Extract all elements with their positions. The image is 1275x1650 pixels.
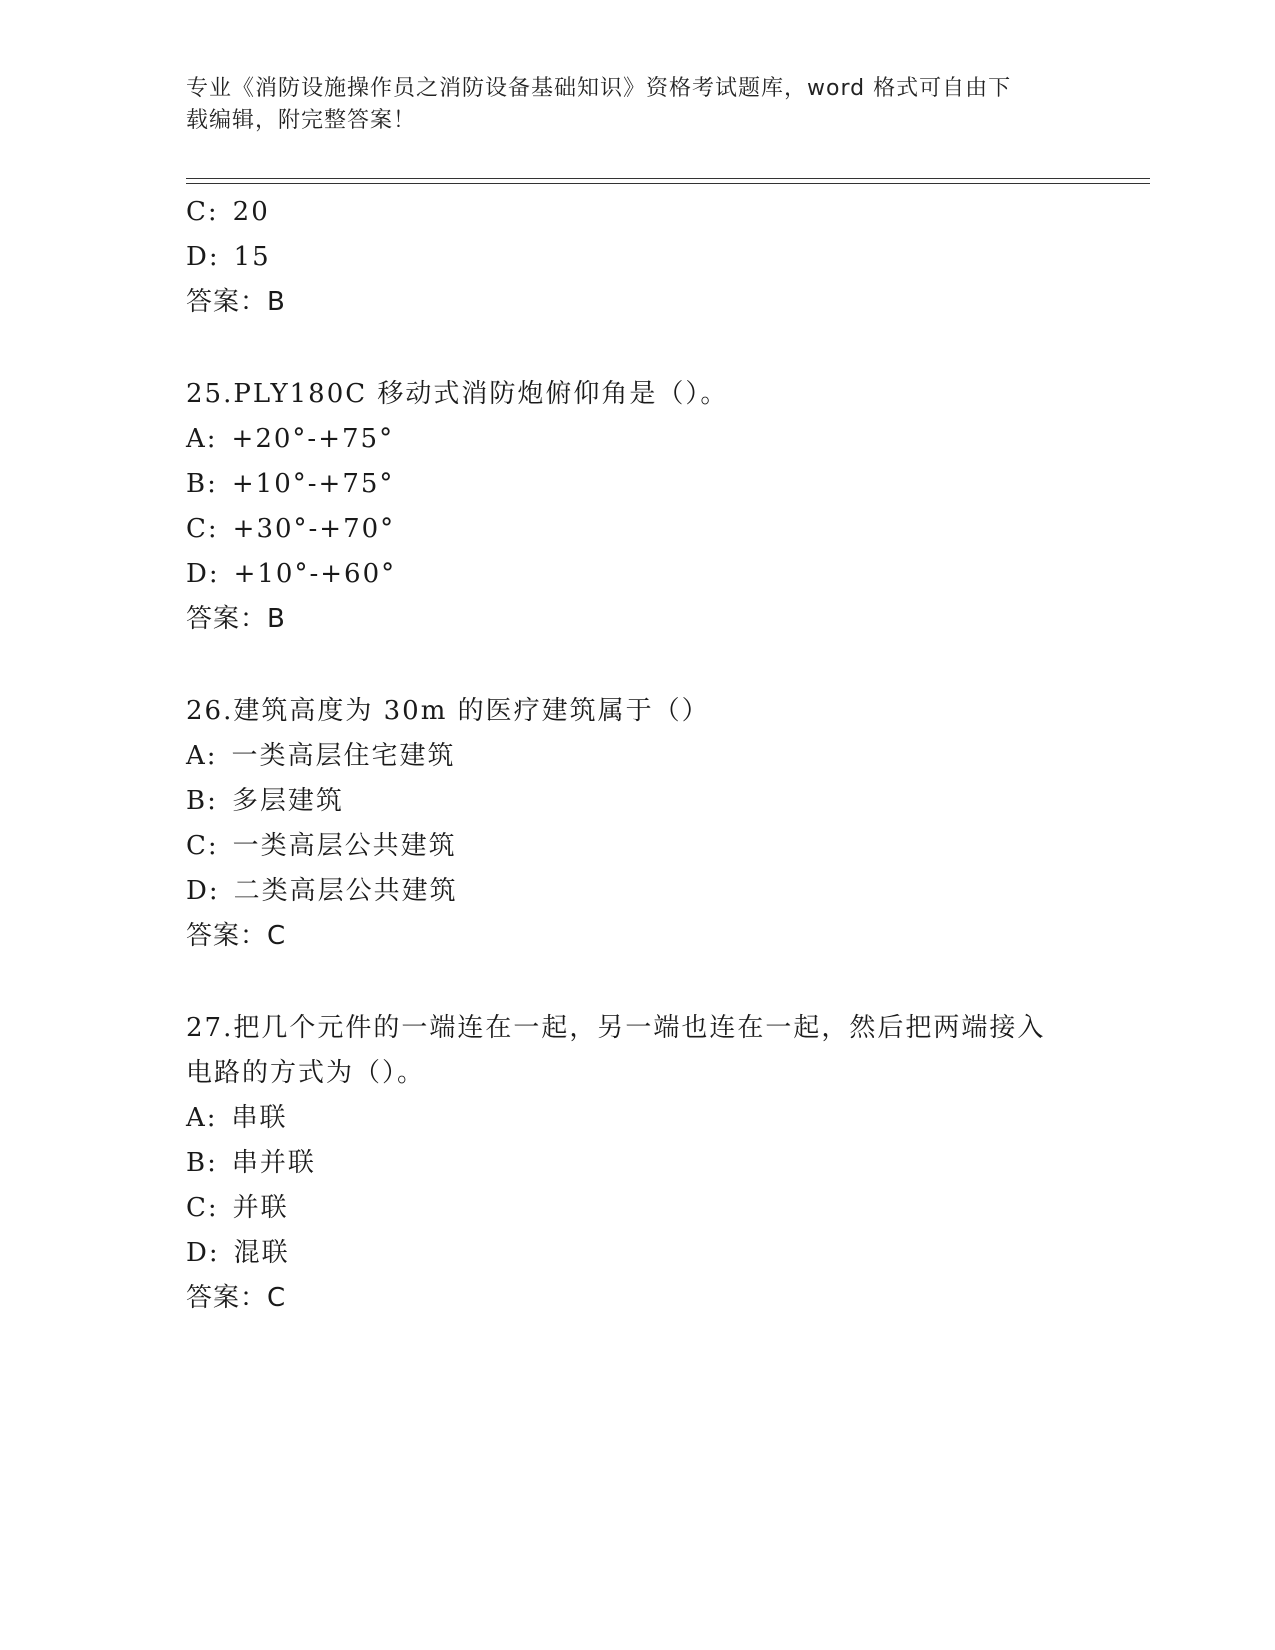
option-b: B: 多层建筑 [186, 786, 344, 816]
option-d: D: 15 [186, 242, 271, 272]
answer: 答案：C [186, 1283, 287, 1313]
question-26 [186, 689, 1086, 959]
option-c: C: 20 [186, 197, 270, 227]
option-d: D: 混联 [186, 1238, 290, 1268]
option-a: A: +20°-+75° [186, 424, 395, 454]
option-c: C: 并联 [186, 1193, 289, 1223]
document-body [186, 190, 1086, 1321]
question-24-continuation [186, 190, 1086, 325]
answer: 答案：B [186, 604, 286, 634]
document-header [186, 73, 1086, 137]
answer: 答案：B [186, 287, 286, 317]
option-b: B: 串并联 [186, 1148, 316, 1178]
option-c: C: +30°-+70° [186, 514, 396, 544]
question-stem: 26.建筑高度为 30m 的医疗建筑属于（） [186, 696, 710, 726]
option-d: D: +10°-+60° [186, 559, 397, 589]
option-c: C: 一类高层公共建筑 [186, 831, 457, 861]
answer: 答案：C [186, 921, 287, 951]
question-stem: 25.PLY180C 移动式消防炮俯仰角是（）。 [186, 379, 729, 409]
option-d: D: 二类高层公共建筑 [186, 876, 458, 906]
option-b: B: +10°-+75° [186, 469, 395, 499]
question-27 [186, 1006, 1086, 1321]
question-stem-line-2: 电路的方式为（）。 [186, 1058, 426, 1088]
header-divider-top [186, 178, 1150, 179]
option-a: A: 一类高层住宅建筑 [186, 741, 456, 771]
header-line-1: 专业《消防设施操作员之消防设备基础知识》资格考试题库，word 格式可自由下 [186, 76, 1012, 101]
option-a: A: 串联 [186, 1103, 288, 1133]
header-line-2: 载编辑，附完整答案！ [186, 108, 417, 133]
header-divider-bottom [186, 183, 1150, 184]
question-stem-line-1: 27.把几个元件的一端连在一起，另一端也连在一起，然后把两端接入 [186, 1013, 1046, 1043]
question-25 [186, 372, 1086, 642]
